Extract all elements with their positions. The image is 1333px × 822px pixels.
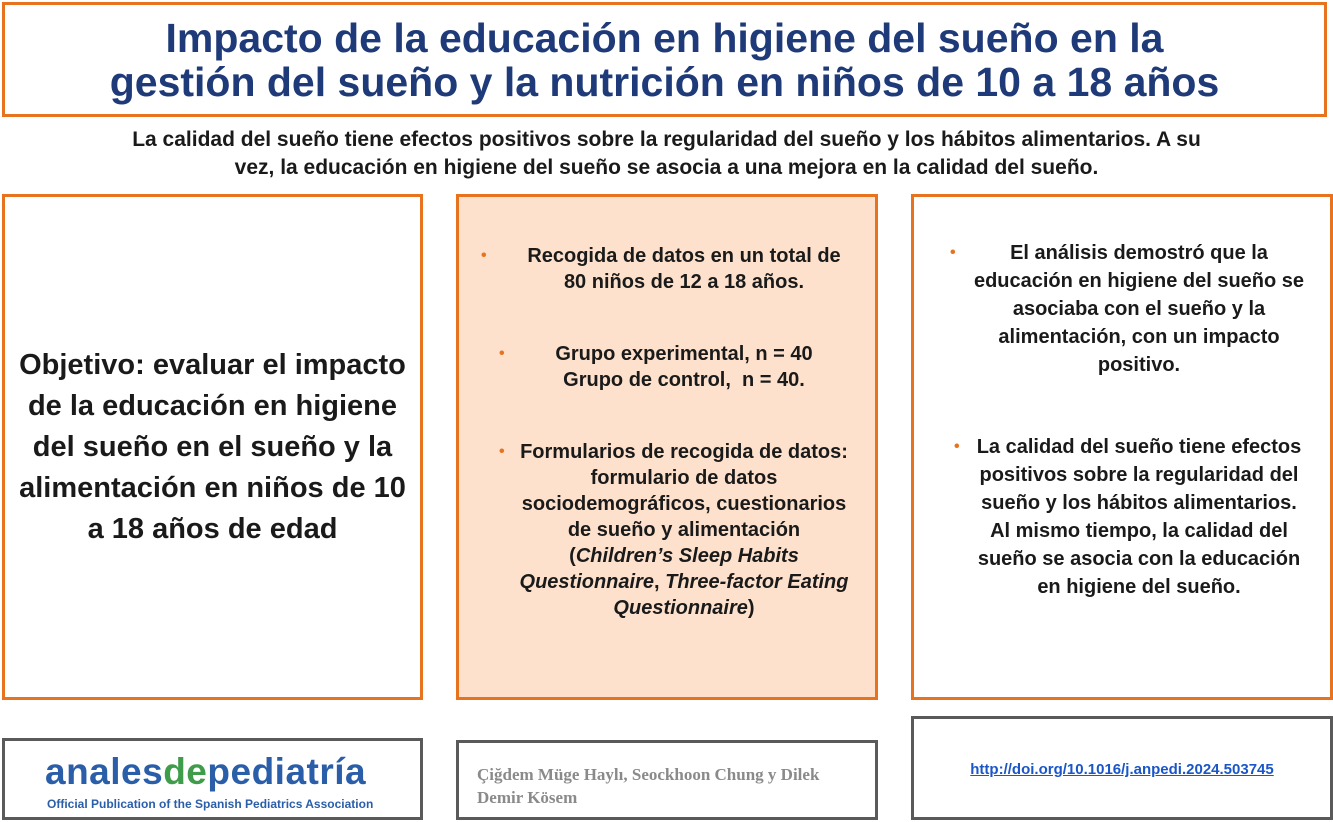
- results-list: [914, 239, 1330, 601]
- separator: ,: [654, 571, 666, 593]
- journal-logo-box: [2, 738, 423, 820]
- title-line-2: gestión del sueño y la nutrición en niños de 10 a 18 años: [109, 58, 1220, 105]
- methods-item-3-text: Formularios de recogida de datos: formulario de datos sociodemográficos, cuestionarios de sueño y alimentación (: [520, 441, 848, 567]
- results-item-2-text: La calidad del sueño tiene efectos positivos sobre la regularidad del sueño y los hábitos alimentarios. Al mismo tiempo, la calidad del sueño se asocia con la educación en higiene del sueño.: [976, 436, 1302, 598]
- methods-item-1: [459, 243, 875, 295]
- control-group-text: Grupo de control, n = 40.: [563, 369, 805, 391]
- bullet-icon: •: [499, 443, 505, 460]
- doi-link[interactable]: http://doi.org/10.1016/j.anpedi.2024.503745: [970, 761, 1274, 778]
- results-item-1: [914, 239, 1330, 379]
- methods-list: [459, 243, 875, 621]
- authors-box: [456, 740, 878, 820]
- subtitle-line-1: La calidad del sueño tiene efectos positivos sobre la regularidad del sueño y los hábitos alimentarios. A su: [132, 128, 1201, 151]
- logo-part-de: de: [163, 751, 208, 792]
- results-item-1-text: El análisis demostró que la educación en higiene del sueño se asociaba con el sueño y la alimentación, con un impacto positivo.: [973, 242, 1305, 376]
- journal-tagline: Official Publication of the Spanish Pediatrics Association: [47, 797, 374, 811]
- authors-text: Çiğdem Müge Haylı, Seockhoon Chung y Dilek Demir Kösem: [477, 765, 820, 807]
- objective-text: Objetivo: evaluar el impacto de la educación en higiene del sueño en el sueño y la alimentación en niños de 10 a 18 años de edad: [19, 348, 406, 545]
- methods-item-3: [459, 439, 875, 621]
- methods-item-1-text: Recogida de datos en un total de 80 niños de 12 a 18 años.: [527, 245, 841, 293]
- logo-part-pediatria: pediatría: [207, 751, 367, 792]
- tfeq-title: Three-factor Eating Questionnaire: [613, 571, 849, 619]
- summary-subtitle: [10, 126, 1323, 182]
- results-item-2: [914, 433, 1330, 601]
- closing-paren: ): [747, 597, 755, 619]
- objective-panel: [2, 194, 423, 700]
- title-line-1: Impacto de la educación en higiene del sueño en la: [165, 14, 1164, 61]
- bullet-icon: •: [499, 345, 505, 362]
- journal-logo: [45, 751, 366, 793]
- title-box: [2, 2, 1327, 117]
- bullet-icon: •: [481, 247, 487, 264]
- logo-part-anales: anales: [45, 751, 164, 792]
- cshq-title: Children’s Sleep Habits Questionnaire: [519, 545, 799, 593]
- doi-box: [911, 716, 1333, 820]
- experimental-group-text: Grupo experimental, n = 40: [555, 343, 813, 365]
- results-panel: [911, 194, 1333, 700]
- subtitle-line-2: vez, la educación en higiene del sueño se asocia a una mejora en la calidad del sueño.: [234, 156, 1099, 179]
- methods-item-2: [459, 341, 875, 393]
- bullet-icon: •: [950, 244, 956, 261]
- methods-panel: [456, 194, 878, 700]
- bullet-icon: •: [954, 438, 960, 455]
- poster-title: [110, 16, 1220, 104]
